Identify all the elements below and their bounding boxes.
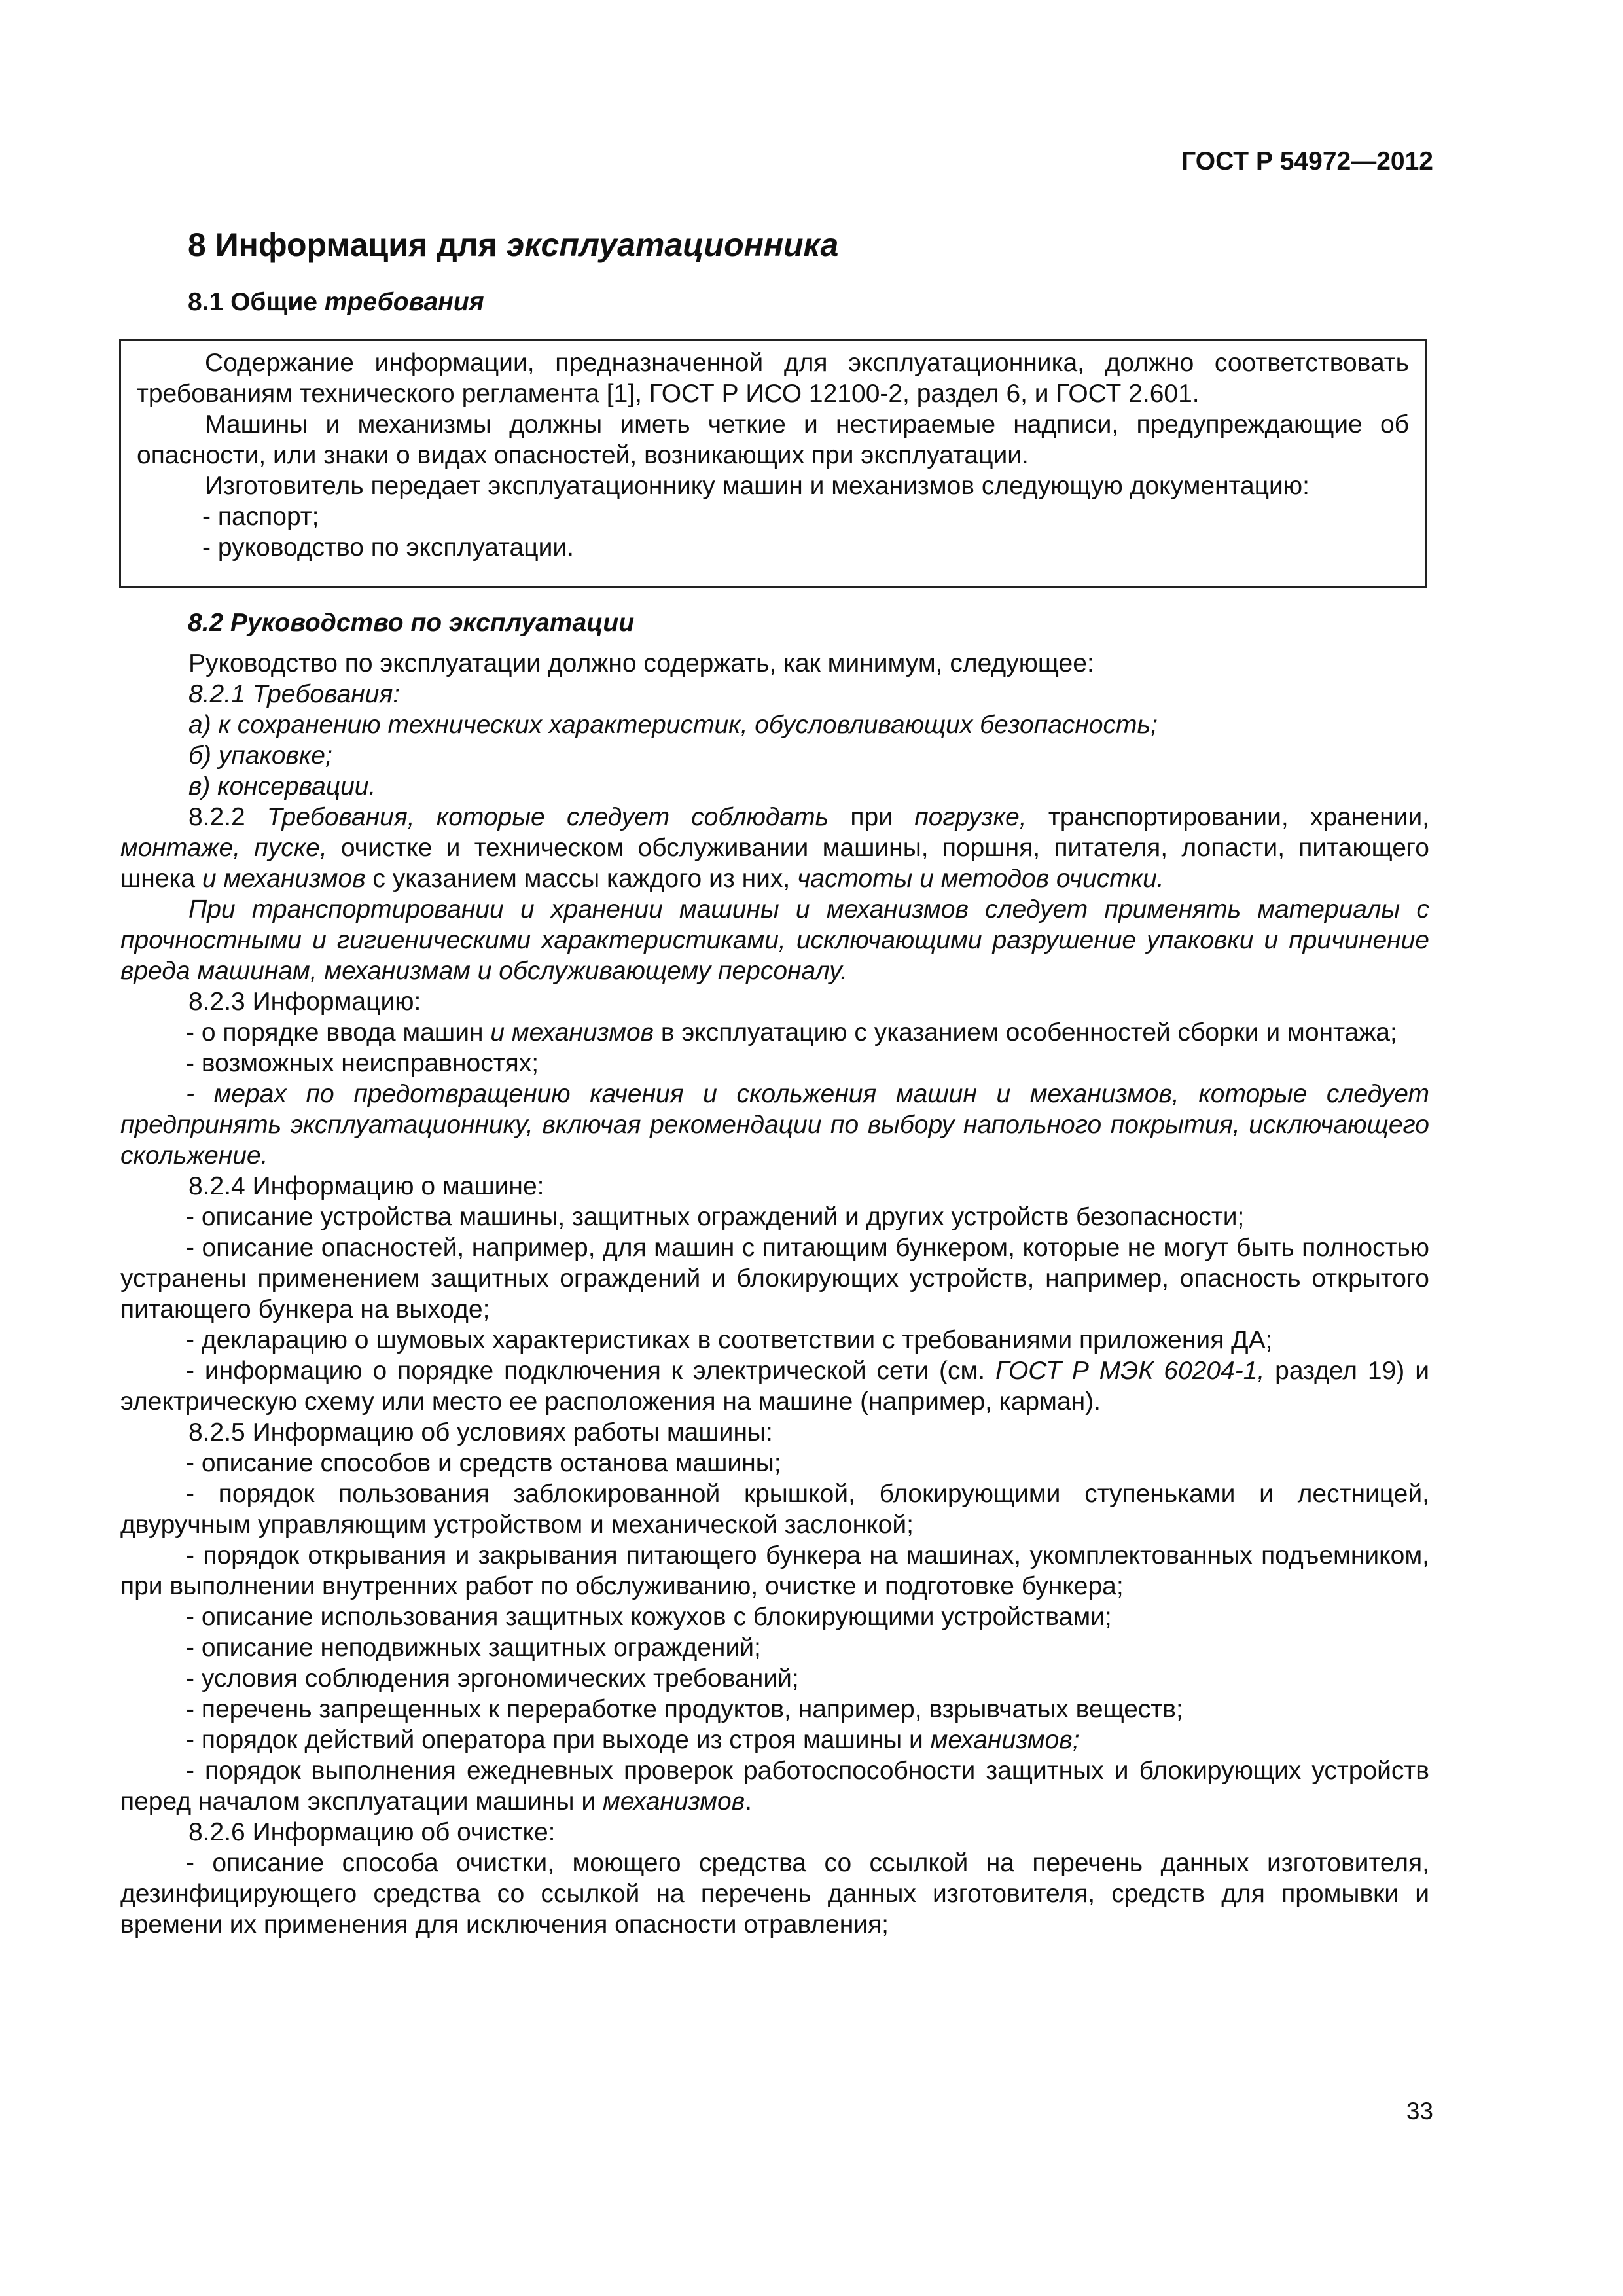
text-run: раздел 19) и электрическую схему или место ее расположения на машине (например, карман). bbox=[120, 1357, 1429, 1416]
text-run: ГОСТ Р МЭК 60204-1, bbox=[995, 1357, 1265, 1385]
box-paragraph: Машины и механизмы должны иметь четкие и нестираемые надписи, предупреждающие об опасности, или знаки о видах опасностей, возникающих при эксплуатации. bbox=[137, 410, 1409, 469]
paragraph-8-2-2 bbox=[120, 802, 1429, 894]
text-run: погрузке, bbox=[914, 803, 1027, 831]
paragraph: 8.2.1 Требования: bbox=[188, 680, 401, 708]
text-run: транспортировании, хранении, bbox=[1026, 803, 1430, 831]
list-item: в) консервации. bbox=[188, 772, 376, 800]
text-run: . bbox=[745, 1787, 752, 1816]
text-run: очистке и техническом обслуживании машины, поршня, питателя, лопасти, питающего шнека bbox=[120, 834, 1429, 893]
list-item bbox=[120, 1725, 1429, 1755]
text-run: - о порядке ввода машин bbox=[186, 1018, 491, 1047]
box-paragraph: Содержание информации, предназначенной для эксплуатационника, должно соответствовать требованиям технического регламента [1], ГОСТ Р ИСО 12100-2, раздел 6, и ГОСТ 2.601. bbox=[137, 349, 1409, 408]
list-item: - описание устройства машины, защитных ограждений и других устройств безопасности; bbox=[186, 1203, 1245, 1231]
list-item: - описание способов и средств останова машины; bbox=[186, 1449, 781, 1477]
list-item: - порядок открывания и закрывания питающего бункера на машинах, укомплектованных подъемником, при выполнении внутренних работ по обслуживанию, очистке и подготовке бункера; bbox=[120, 1541, 1429, 1600]
section-number: 8 bbox=[188, 226, 206, 263]
list-item: - порядок пользования заблокированной крышкой, блокирующими ступеньками и лестницей, двуручным управляющим устройством и механической заслонкой; bbox=[120, 1480, 1429, 1539]
list-item: б) упаковке; bbox=[188, 742, 332, 770]
list-item: - описание опасностей, например, для машин с питающим бункером, которые не могут быть полностью устранены применением защитных ограждений и блокирующих устройств, например, опасность открытого питающего бункера на выходе; bbox=[120, 1234, 1429, 1323]
text-run: и механизмов bbox=[490, 1018, 654, 1047]
document-header: ГОСТ Р 54972—2012 bbox=[1181, 147, 1433, 175]
subsection-title-8-1 bbox=[188, 288, 484, 317]
list-item: - условия соблюдения эргономических требований; bbox=[186, 1664, 799, 1693]
text-run: монтаже, пуске, bbox=[120, 834, 327, 862]
text-run: механизмов; bbox=[930, 1726, 1080, 1754]
paragraph: При транспортировании и хранении машины и механизмов следует применять материалы с прочностными и гигиеническими характеристиками, исключающими разрушение упаковки и причинение вреда машинам, механизмам и обслуживающему персоналу. bbox=[120, 895, 1429, 985]
list-item: - возможных неисправностях; bbox=[186, 1049, 539, 1077]
list-item bbox=[120, 1355, 1429, 1417]
box-paragraph: Изготовитель передает эксплуатационнику машин и механизмов следующую документацию: bbox=[205, 472, 1310, 500]
text-run: - порядок выполнения ежедневных проверок работоспособности защитных и блокирующих устройств перед началом эксплуатации машины и bbox=[120, 1757, 1429, 1816]
list-item: - описание использования защитных кожухов с блокирующими устройствами; bbox=[186, 1603, 1112, 1631]
list-item: - мерах по предотвращению качения и скольжения машин и механизмов, которые следует предпринять эксплуатационнику, включая рекомендации по выбору напольного покрытия, исключающего скольжение. bbox=[120, 1080, 1429, 1170]
list-item: - описание неподвижных защитных ограждений; bbox=[186, 1634, 761, 1662]
text-run: механизмов bbox=[602, 1787, 745, 1816]
section-title bbox=[188, 226, 838, 264]
list-item: - описание способа очистки, моющего средства со ссылкой на перечень данных изготовителя, дезинфицирующего средства со ссылкой на перечень данных изготовителя, средств для промывки и времени их применения для исключения опасности отравления; bbox=[120, 1849, 1429, 1939]
subsection-number: 8.1 bbox=[188, 288, 224, 316]
text-run: при bbox=[829, 803, 915, 831]
list-item bbox=[120, 1017, 1429, 1048]
body-text bbox=[120, 648, 1429, 1940]
list-item: а) к сохранению технических характеристик, обусловливающих безопасность; bbox=[188, 711, 1158, 739]
section-title-italic: эксплуатационника bbox=[506, 226, 839, 263]
subsection-title-8-2: 8.2 Руководство по эксплуатации bbox=[188, 609, 635, 637]
section-title-plain: Информация для bbox=[215, 226, 507, 263]
text-run: с указанием массы каждого из них, bbox=[365, 865, 798, 893]
paragraph: Руководство по эксплуатации должно содержать, как минимум, следующее: bbox=[188, 649, 1094, 677]
text-run: - порядок действий оператора при выходе из строя машины и bbox=[186, 1726, 931, 1754]
paragraph: 8.2.4 Информацию о машине: bbox=[188, 1172, 544, 1200]
paragraph: 8.2.3 Информацию: bbox=[188, 988, 421, 1016]
text-run: - информацию о порядке подключения к электрической сети (см. bbox=[186, 1357, 996, 1385]
paragraph: 8.2.5 Информацию об условиях работы машины: bbox=[188, 1418, 773, 1446]
requirements-box bbox=[119, 339, 1427, 588]
box-list-item: - паспорт; bbox=[202, 503, 319, 531]
subsection-title-plain: Общие bbox=[230, 288, 325, 316]
list-item: - перечень запрещенных к переработке продуктов, например, взрывчатых веществ; bbox=[186, 1695, 1183, 1723]
text-run: в эксплуатацию с указанием особенностей сборки и монтажа; bbox=[654, 1018, 1397, 1047]
list-item bbox=[120, 1755, 1429, 1817]
page-number: 33 bbox=[1406, 2098, 1433, 2125]
box-list-item: - руководство по эксплуатации. bbox=[202, 533, 574, 562]
text-run: Требования, которые следует соблюдать bbox=[267, 803, 829, 831]
subsection-title-italic: требования bbox=[324, 288, 484, 316]
text-run: частоты и методов очистки. bbox=[797, 865, 1164, 893]
list-item: - декларацию о шумовых характеристиках в соответствии с требованиями приложения ДА; bbox=[186, 1326, 1273, 1354]
paragraph: 8.2.6 Информацию об очистке: bbox=[188, 1818, 556, 1846]
text-run: и механизмов bbox=[202, 865, 366, 893]
text-run: 8.2.2 bbox=[188, 803, 267, 831]
